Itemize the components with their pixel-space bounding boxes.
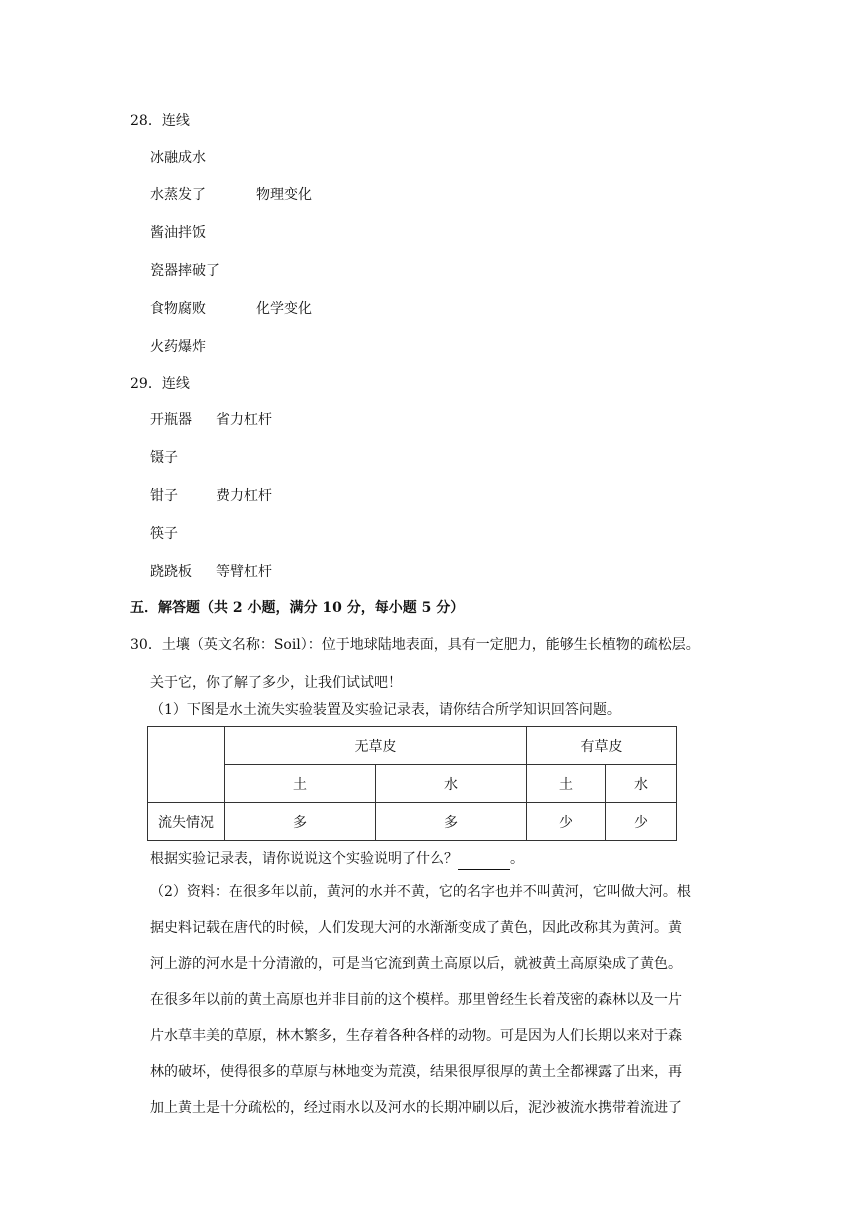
q28-heading: 28．连线 (130, 113, 190, 129)
q29-left-item: 开瓶器 (150, 412, 192, 428)
q28-left-item: 酱油拌饭 (150, 225, 206, 241)
q30-part2-line: 加上黄土是十分疏松的，经过雨水以及河水的长期冲刷以后，泥沙被流水携带着流进了 (150, 1100, 682, 1116)
table-sub-header: 土 (225, 765, 376, 803)
q29-left-item: 跷跷板 (150, 564, 192, 580)
table-group-header: 无草皮 (225, 727, 527, 765)
table-cell: 多 (376, 803, 527, 841)
q30-question (150, 849, 524, 870)
q28-left-item: 冰融成水 (150, 150, 206, 166)
q29-heading: 29．连线 (130, 376, 190, 392)
q28-left-item: 瓷器摔破了 (150, 263, 220, 279)
q29-right-item: 省力杠杆 (216, 412, 272, 428)
q30-part2-line: （2）资料：在很多年以前，黄河的水并不黄，它的名字也并不叫黄河，它叫做大河。根 (150, 884, 691, 900)
q29-right-item: 费力杠杆 (216, 488, 272, 504)
table-sub-header: 水 (376, 765, 527, 803)
table-sub-header: 土 (527, 765, 606, 803)
q30-intro-line: 关于它，你了解了多少，让我们试试吧！ (150, 675, 402, 691)
table-cell: 少 (527, 803, 606, 841)
q28-left-item: 火药爆炸 (150, 339, 206, 355)
q29-left-item: 筷子 (150, 526, 178, 542)
q30-part2-line: 据史料记载在唐代的时候，人们发现大河的水渐渐变成了黄色，因此改称其为黄河。黄 (150, 920, 682, 936)
table-sub-header: 水 (606, 765, 677, 803)
q30-part2-line: 林的破坏，使得很多的草原与林地变为荒漠，结果很厚很厚的黄土全都裸露了出来，再 (150, 1064, 682, 1080)
q28-right-item: 化学变化 (256, 301, 312, 317)
q29-left-item: 镊子 (150, 450, 178, 466)
q28-left-item: 水蒸发了 (150, 187, 206, 203)
q28-left-item: 食物腐败 (150, 301, 206, 317)
table-empty-corner (148, 727, 225, 803)
experiment-table (147, 726, 677, 841)
answer-blank[interactable] (458, 849, 510, 870)
q30-question-end: 。 (510, 851, 524, 867)
q30-part2-line: 河上游的河水是十分清澈的，可是当它流到黄土高原以后，就被黄土高原染成了黄色。 (150, 956, 682, 972)
q30-question-text: 根据实验记录表，请你说说这个实验说明了什么？ (150, 851, 458, 867)
table-group-header: 有草皮 (527, 727, 677, 765)
table-cell: 多 (225, 803, 376, 841)
q29-left-item: 钳子 (150, 488, 178, 504)
q28-right-item: 物理变化 (256, 187, 312, 203)
q30-part2-line: 在很多年以前的黄土高原也并非目前的这个模样。那里曾经生长着茂密的森林以及一片 (150, 992, 682, 1008)
q30-part2-line: 片水草丰美的草原，林木繁多，生存着各种各样的动物。可是因为人们长期以来对于森 (150, 1028, 682, 1044)
q29-right-item: 等臂杠杆 (216, 564, 272, 580)
table-cell: 少 (606, 803, 677, 841)
q30-intro-line: 30．土壤（英文名称：Soil）：位于地球陆地表面，具有一定肥力，能够生长植物的疏松层。 (130, 637, 700, 653)
section-heading: 五．解答题（共 2 小题，满分 10 分，每小题 5 分） (130, 600, 465, 616)
q30-part1-text: （1）下图是水土流失实验装置及实验记录表，请你结合所学知识回答问题。 (150, 702, 621, 718)
table-row-label: 流失情况 (148, 803, 225, 841)
